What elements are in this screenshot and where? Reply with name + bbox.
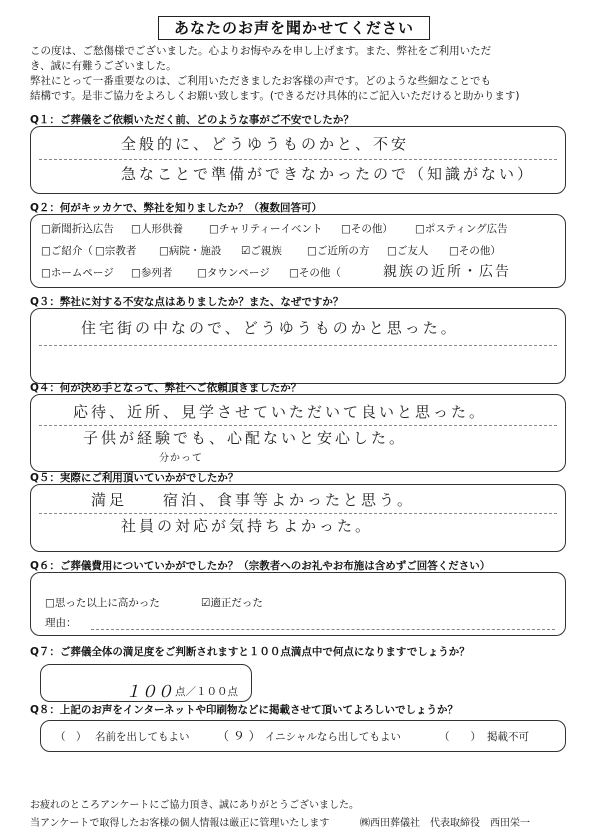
- intro-line: き、誠に有難うございました。: [30, 60, 177, 72]
- page-title: あなたのお声を聞かせてください: [158, 16, 430, 40]
- q8-question: Q８：上記のお声をインターネットや印刷物などに掲載させて頂いてよろしいでしょうか？: [30, 704, 458, 716]
- q2-option[interactable]: □ポスティング広告: [415, 223, 508, 235]
- q2-question: Q２：何がキッカケで、弊社を知りましたか？（複数回答可）: [30, 202, 323, 214]
- q2-option[interactable]: □チャリティーイベント: [209, 223, 323, 235]
- q2-handwritten-other: 親族の近所・広告: [383, 264, 511, 280]
- q2-option[interactable]: □タウンページ: [197, 267, 270, 279]
- q2-option[interactable]: □ご近所の方: [307, 245, 370, 257]
- q2-option[interactable]: □その他）: [341, 223, 393, 235]
- q8-options-box: [40, 720, 566, 752]
- q2-option[interactable]: □人形供養: [131, 223, 183, 235]
- q2-option[interactable]: □その他（: [289, 267, 341, 279]
- intro-text: [30, 44, 570, 104]
- q8-mark-initial[interactable]: （ ９ ）: [217, 729, 261, 743]
- q8-mark-name[interactable]: （ ）: [55, 731, 87, 743]
- q4-question: Q４：何が決め手となって、弊社へご依頼頂きましたか？: [30, 382, 302, 394]
- q2-option[interactable]: □参列者: [131, 267, 173, 279]
- q6-reason-line[interactable]: [91, 629, 555, 630]
- q5-answer-box[interactable]: [30, 484, 566, 552]
- q2-option[interactable]: □病院・施設: [159, 245, 222, 257]
- q1-answer-box[interactable]: [30, 126, 566, 194]
- footer-thanks: お疲れのところアンケートにご協力頂き、誠にありがとうございました。: [30, 800, 359, 811]
- q6-reason-label: 理由：: [45, 617, 77, 629]
- q6-answer-box: [30, 572, 566, 636]
- q2-option[interactable]: □その他）: [449, 245, 501, 257]
- q8-option-name: 名前を出してもよい: [95, 731, 190, 743]
- q5-answer-line: 社員の対応が気持ちよかった。: [121, 517, 374, 535]
- q4-answer-box[interactable]: [30, 394, 566, 472]
- q3-answer-box[interactable]: [30, 308, 566, 384]
- q6-option-expensive[interactable]: □思った以上に高かった: [45, 597, 160, 609]
- q1-question: Q１：ご葬儀をご依頼いただく前、どのような事がご不安でしたか？: [30, 114, 354, 126]
- q8-mark-none[interactable]: （ ）: [439, 731, 481, 743]
- q6-question: Q６：ご葬儀費用についていかがでしたか？（宗教者へのお礼やお布施は含めずご回答ください）: [30, 560, 491, 572]
- q7-score: １００: [125, 682, 174, 701]
- intro-line: 弊社にとって一番重要なのは、ご利用いただきましたお客様の声です。どのような些細なことでも: [30, 75, 491, 87]
- q4-insert-note: 分かって: [159, 453, 203, 464]
- q2-option[interactable]: □宗教者: [95, 245, 137, 257]
- q1-answer-line: 急なことで準備ができなかったので（知識がない）: [121, 165, 536, 183]
- q8-option-initial: イニシャルなら出してもよい: [265, 731, 401, 743]
- footer-privacy: 当アンケートで取得したお客様の個人情報は厳正に管理いたします: [30, 818, 330, 829]
- q1-answer-line: 全般的に、どうゆうものかと、不安: [121, 135, 410, 153]
- q2-options-box: [30, 214, 566, 288]
- q2-option[interactable]: □ホームページ: [41, 267, 114, 279]
- q4-answer-line: 応待、近所、見学させていただいて良いと思った。: [73, 403, 488, 421]
- q4-answer-line: 子供が経験でも、心配ないと安心した。: [83, 429, 408, 447]
- q3-answer-line: 住宅街の中なので、どうゆうものかと思った。: [81, 319, 459, 337]
- q3-question: Q３：弊社に対する不安な点はありましたか？また、なぜですか？: [30, 296, 344, 308]
- q7-question: Q７：ご葬儀全体の満足度をご判断されますと１００点満点中で何点になりますでしょうか？: [30, 646, 470, 658]
- q5-question: Q５：実際にご利用頂いていかがでしたか？: [30, 472, 239, 484]
- q6-option-appropriate[interactable]: ☑適正だった: [201, 597, 263, 609]
- q2-option[interactable]: □ご友人: [387, 245, 429, 257]
- q2-option[interactable]: □新聞折込広告: [41, 223, 114, 235]
- q2-option-checked[interactable]: ☑ご親族: [241, 245, 282, 257]
- q7-score-box[interactable]: [40, 664, 252, 702]
- q2-option[interactable]: □ご紹介（: [41, 245, 93, 257]
- q5-answer-line: 満足 宿泊、食事等よかったと思う。: [91, 491, 416, 509]
- intro-line: この度は、ご愁傷様でございました。心よりお悔やみを申し上げます。また、弊社をご利用いただ: [30, 45, 492, 57]
- footer-company: ㈱西田葬儀社 代表取締役 西田栄一: [360, 818, 530, 829]
- q7-score-unit: 点／１００点: [175, 686, 238, 698]
- intro-line: 結構です。是非ご協力をよろしくお願い致します。(できるだけ具体的にご記入いただけると助かります): [30, 90, 520, 102]
- q8-option-none: 掲載不可: [487, 731, 529, 743]
